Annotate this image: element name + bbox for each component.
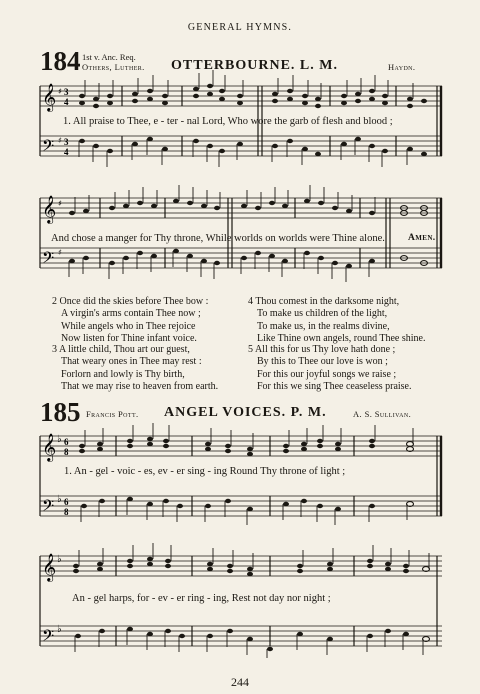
running-head: GENERAL HYMNS. [187,22,293,33]
svg-text:8: 8 [64,447,69,457]
svg-text:𝄞: 𝄞 [42,433,57,461]
svg-text:𝄢: 𝄢 [42,137,55,159]
svg-text:8: 8 [64,507,69,517]
svg-text:𝄢: 𝄢 [42,249,55,271]
hymn-185-lyric-line-1: 1. An - gel - voic - es, ev - er sing - ing Round Thy throne of light ; [64,466,346,477]
verse-line: A virgin's arms contain Thee now ; [61,308,201,320]
svg-text:♯: ♯ [58,199,62,208]
svg-text:𝄢: 𝄢 [42,627,55,649]
verse-5 [248,344,412,394]
verse-line: That weary ones in Thee may rest : [61,356,202,368]
svg-text:♭: ♭ [57,624,62,635]
svg-text:6: 6 [64,437,69,447]
svg-text:♯: ♯ [58,248,62,257]
hymn-184-meter-source: 1st v. Anc. Req. [82,52,136,62]
hymn-185-author: Francis Pott. [86,409,139,419]
svg-text:4: 4 [64,97,69,107]
hymn-185-composer: A. S. Sullivan. [353,409,412,419]
verse-line: Like Thine own angels, round Thee shine. [257,333,426,345]
verse-line: Forlorn and lowly is Thy birth, [61,368,185,380]
verse-line: To make us children of the light, [257,308,388,320]
svg-text:3: 3 [64,87,69,97]
verse-line: While angels who in Thee rejoice [61,320,196,332]
verse-line: 5 All this for us Thy love hath done ; [248,344,396,355]
verse-line: 3 A little child, Thou art our guest, [52,344,190,355]
verse-line: 2 Once did the skies before Thee bow : [52,296,209,307]
svg-text:♭: ♭ [57,554,62,565]
svg-text:3: 3 [64,137,69,147]
verse-line: For this we sing Thee ceaseless praise. [257,381,412,393]
verse-line: Now listen for Thine infant voice. [61,333,197,345]
svg-text:4: 4 [64,147,69,157]
hymn-number-184: 184 [40,46,81,76]
verse-2 [52,296,208,346]
verse-line: 4 Thou comest in the darksome night, [248,296,400,307]
page-number: 244 [231,675,249,689]
svg-text:♭: ♭ [57,494,62,505]
svg-text:♯: ♯ [58,136,62,145]
svg-text:𝄢: 𝄢 [42,497,55,519]
svg-text:♯: ♯ [58,87,62,96]
svg-text:𝄞: 𝄞 [42,83,57,111]
hymn-185-lyric-line-2: An - gel harps, for - ev - er ring - ing, Rest not day nor night ; [72,593,331,604]
verse-3 [52,344,218,394]
verse-line: To make us, in the realms divine, [257,320,390,332]
hymn-184-amen: Amen. [408,233,436,243]
hymn-184-author: Others, Luther. [82,62,145,72]
hymn-184-composer: Haydn. [388,62,416,72]
hymn-184-lyric-line-1: 1. All praise to Thee, e - ter - nal Lord, Who wore the garb of flesh and blood ; [63,116,393,127]
verse-line: For this our joyful songs we raise ; [257,368,397,380]
verse-line: By this to Thee our love is won ; [257,356,388,368]
hymn-184-tune-name: OTTERBOURNE. L. M. [171,58,338,73]
svg-text:6: 6 [64,497,69,507]
svg-text:𝄞: 𝄞 [42,195,57,223]
verse-line: That we may rise to heaven from earth. [61,381,219,393]
hymn-184-lyric-line-2: And chose a manger for Thy throne, While worlds on worlds were Thine alone. [51,233,385,244]
svg-text:♭: ♭ [57,434,62,445]
svg-text:𝄞: 𝄞 [42,553,57,581]
verse-4 [248,296,425,346]
hymn-185-tune-name: ANGEL VOICES. P. M. [164,405,327,420]
music-system-185-1 [0,428,480,528]
hymn-number-185: 185 [40,397,81,427]
